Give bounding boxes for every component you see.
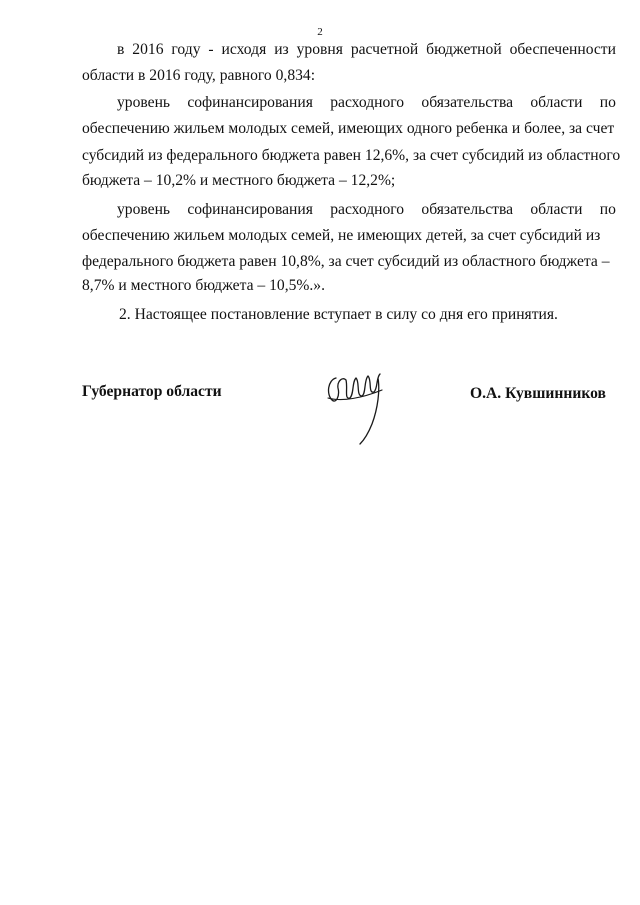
word: уровня	[296, 41, 343, 58]
paragraph-2-line-3: субсидий из федерального бюджета равен 12,6%, за счет субсидий из областного	[82, 147, 621, 164]
paragraph-1-line-2: области в 2016 году, равного 0,834:	[82, 67, 316, 84]
word: обеспеченности	[509, 41, 616, 58]
word: году	[171, 41, 201, 58]
paragraph-3-line-1	[117, 200, 616, 220]
signatory-title: Губернатор области	[82, 383, 222, 400]
paragraph-4-line-1: 2. Настоящее постановление вступает в силу со дня его принятия.	[119, 306, 558, 323]
paragraph-3-line-3: федерального бюджета равен 10,8%, за счет субсидий из областного бюджета –	[82, 253, 610, 270]
paragraph-2-line-2: обеспечению жильем молодых семей, имеющих одного ребенка и более, за счет	[82, 120, 615, 137]
word: бюджетной	[426, 41, 502, 58]
word: уровень	[117, 94, 171, 111]
word: исходя	[221, 41, 267, 58]
word: в	[117, 41, 125, 58]
paragraph-2-line-4: бюджета – 10,2% и местного бюджета – 12,2%;	[82, 172, 396, 189]
word: по	[599, 94, 616, 111]
word: обязательства	[421, 94, 514, 111]
paragraph-1-line-1	[117, 40, 616, 60]
paragraph-2-line-1	[117, 93, 616, 113]
page-number: 2	[317, 26, 323, 38]
handwritten-signature	[322, 368, 388, 446]
paragraph-3-line-4: 8,7% и местного бюджета – 10,5%.».	[82, 277, 325, 294]
word: области	[530, 94, 583, 111]
word: софинансирования	[187, 94, 313, 111]
signatory-name: О.А. Кувшинников	[470, 385, 606, 402]
signature-block	[0, 382, 640, 462]
word: из	[274, 41, 289, 58]
word: обязательства	[421, 201, 514, 218]
word: расходного	[330, 94, 405, 111]
word: софинансирования	[187, 201, 313, 218]
paragraph-3-line-2: обеспечению жильем молодых семей, не имеющих детей, за счет субсидий из	[82, 227, 601, 244]
word: -	[208, 41, 214, 58]
word: 2016	[132, 41, 164, 58]
word: по	[599, 201, 616, 218]
word: расходного	[330, 201, 405, 218]
word: области	[530, 201, 583, 218]
word: расчетной	[350, 41, 419, 58]
word: уровень	[117, 201, 171, 218]
